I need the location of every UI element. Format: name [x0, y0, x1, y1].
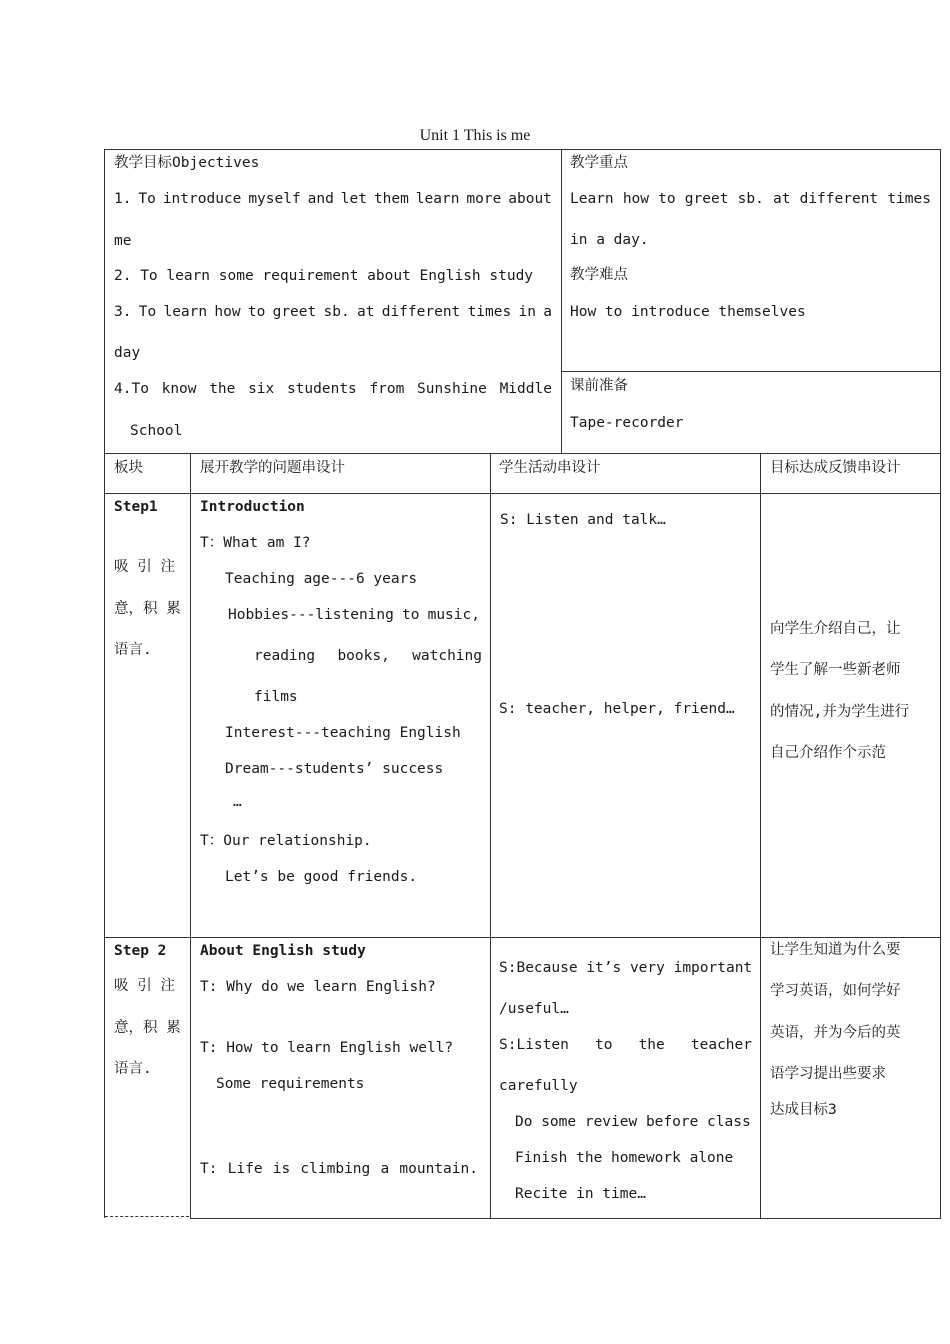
- step2-question-2: T: How to learn English well?: [200, 1040, 454, 1056]
- word: let: [340, 191, 367, 207]
- objective-3-line-a: [114, 303, 552, 321]
- word: times: [887, 191, 931, 207]
- word: introduce: [162, 191, 242, 207]
- step1-desc-2: 意，积 累: [114, 601, 181, 617]
- header-activities: 学生活动串设计: [499, 460, 601, 476]
- step2-activity-1-b: /useful…: [499, 1001, 569, 1017]
- word: Learn: [570, 191, 614, 207]
- objective-1-line-b: me: [114, 233, 132, 249]
- word: To: [138, 304, 157, 320]
- word: mountain.: [399, 1161, 478, 1177]
- word: learn: [415, 191, 460, 207]
- objective-3-line-b: day: [114, 345, 141, 361]
- step1-friends: Let’s be good friends.: [225, 869, 418, 885]
- word: greet: [684, 191, 729, 207]
- step1-hobbies-line-b: [254, 647, 482, 665]
- dashed-bottom-line: [105, 1216, 189, 1217]
- word: Hobbies---listening: [228, 607, 394, 623]
- word: from: [369, 381, 405, 397]
- word: books,: [337, 648, 390, 664]
- word: to: [594, 1037, 613, 1053]
- step2-activity-2-a: [499, 1036, 752, 1054]
- word: to: [658, 191, 676, 207]
- word: S:Listen: [499, 1037, 569, 1053]
- word: different: [799, 191, 879, 207]
- word: in: [518, 304, 536, 320]
- focus-cell: [561, 149, 941, 372]
- word: climbing: [300, 1161, 371, 1177]
- word: 3.: [114, 304, 132, 320]
- difficulty-heading: 教学难点: [570, 267, 628, 283]
- word: watching: [412, 648, 482, 664]
- step1-heading: Introduction: [200, 499, 305, 515]
- objective-2: 2. To learn some requirement about English study: [114, 268, 534, 284]
- step2-life: [200, 1160, 478, 1178]
- word: a: [380, 1161, 390, 1177]
- difficulty-text: How to introduce themselves: [570, 304, 806, 320]
- word: Sunshine: [417, 381, 487, 397]
- header-section: 板块: [114, 460, 143, 476]
- step2-feedback-2: 学习英语，如何学好: [770, 983, 901, 999]
- word: music,: [427, 607, 480, 623]
- word: a: [543, 304, 552, 320]
- prep-heading: 课前准备: [570, 378, 628, 394]
- word: sb.: [737, 191, 764, 207]
- step1-feedback-3: 的情况,并为学生进行: [770, 704, 910, 720]
- focus-heading: 教学重点: [570, 155, 628, 171]
- word: at: [356, 304, 375, 320]
- step1-activity-1: S: Listen and talk…: [500, 512, 666, 528]
- word: Life: [227, 1161, 263, 1177]
- step2-activity-5: Recite in time…: [515, 1186, 646, 1202]
- word: know: [161, 381, 197, 397]
- word: students: [286, 381, 357, 397]
- word: how: [622, 191, 650, 207]
- objective-4-line-b: School: [130, 423, 183, 439]
- objectives-heading: 教学目标Objectives: [114, 155, 260, 171]
- step1-feedback-1: 向学生介绍自己，让: [770, 621, 901, 637]
- step1-desc-1: 吸 引 注: [114, 559, 175, 575]
- page-title: Unit 1 This is me: [419, 127, 531, 144]
- word: about: [508, 191, 552, 207]
- word: Middle: [499, 381, 552, 397]
- step2-desc-2: 意，积 累: [114, 1020, 181, 1036]
- header-feedback: 目标达成反馈串设计: [770, 460, 901, 476]
- focus-line-b: in a day.: [570, 232, 649, 248]
- prep-text: Tape-recorder: [570, 415, 684, 431]
- word: the: [209, 381, 236, 397]
- step1-desc-3: 语言.: [114, 642, 152, 658]
- word: To: [138, 191, 156, 207]
- word: learn: [163, 304, 208, 320]
- step2-question-1: T: Why do we learn English?: [200, 979, 436, 995]
- focus-line-a: [570, 190, 931, 208]
- word: to: [402, 607, 420, 623]
- word: how: [214, 304, 241, 320]
- word: 4.To: [114, 381, 149, 397]
- word: more: [466, 191, 502, 207]
- step2-label: Step 2: [114, 943, 167, 959]
- word: and: [307, 191, 334, 207]
- step1-relationship: T：Our relationship.: [200, 833, 372, 849]
- word: six: [248, 381, 275, 397]
- step1-question: T：What am I?: [200, 535, 311, 551]
- step1-ellipsis: …: [233, 794, 242, 810]
- step2-desc-1: 吸 引 注: [114, 978, 175, 994]
- step1-interest: Interest---teaching English: [225, 725, 461, 741]
- step2-requirements: Some requirements: [216, 1076, 365, 1092]
- word: greet: [272, 304, 317, 320]
- step1-hobbies-line-a: [228, 606, 480, 624]
- objective-1-line-a: [114, 190, 552, 208]
- word: them: [373, 191, 409, 207]
- step2-activity-4: Finish the homework alone: [515, 1150, 734, 1166]
- word: teacher: [690, 1037, 752, 1053]
- word: different: [381, 304, 461, 320]
- word: reading: [254, 648, 316, 664]
- word: is: [272, 1161, 291, 1177]
- step1-feedback-2: 学生了解一些新老师: [770, 662, 901, 678]
- word: myself: [248, 191, 301, 207]
- step2-feedback-1: 让学生知道为什么要: [770, 942, 901, 958]
- header-questions: 展开教学的问题串设计: [200, 460, 345, 476]
- word: to: [247, 304, 266, 320]
- step2-feedback-3: 英语，并为今后的英: [770, 1025, 901, 1041]
- word: at: [772, 191, 791, 207]
- step2-heading: About English study: [200, 943, 366, 959]
- step1-teaching-age: Teaching age---6 years: [225, 571, 418, 587]
- step2-desc-3: 语言.: [114, 1061, 152, 1077]
- step1-hobbies-line-c: films: [254, 689, 298, 705]
- step1-dream: Dream---students’ success: [225, 761, 444, 777]
- objective-4-line-a: [114, 380, 552, 398]
- step2-activity-3: Do some review before class: [515, 1114, 751, 1130]
- word: sb.: [323, 304, 350, 320]
- word: T:: [200, 1161, 218, 1177]
- step2-feedback-4: 语学习提出些要求: [770, 1066, 886, 1082]
- word: 1.: [114, 191, 132, 207]
- step2-activity-2-b: carefully: [499, 1078, 578, 1094]
- step1-activity-2: S: teacher, helper, friend…: [499, 701, 735, 717]
- step2-feedback-5: 达成目标3: [770, 1102, 837, 1118]
- step1-feedback-4: 自己介绍作个示范: [770, 745, 886, 761]
- word: times: [467, 304, 512, 320]
- word: the: [638, 1037, 665, 1053]
- step1-label: Step1: [114, 499, 158, 515]
- step2-activity-1-a: S:Because it’s very important: [499, 960, 753, 976]
